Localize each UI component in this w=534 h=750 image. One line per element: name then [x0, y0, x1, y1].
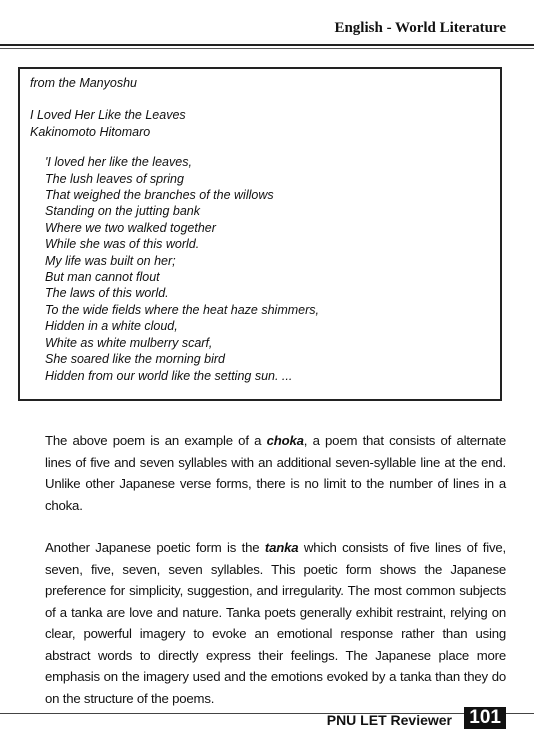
body-text	[45, 430, 506, 730]
poem-title: I Loved Her Like the Leaves	[30, 108, 186, 123]
poem-line: To the wide fields where the heat haze shimmers,	[45, 302, 319, 317]
poem-line: She soared like the morning bird	[45, 352, 225, 367]
poem-line: Hidden in a white cloud,	[45, 319, 178, 334]
poem-line: While she was of this world.	[45, 237, 200, 252]
poem-line: The laws of this world.	[45, 286, 169, 301]
poem-author: Kakinomoto Hitomaro	[30, 124, 151, 139]
paragraph-text: Another Japanese poetic form is the	[45, 540, 265, 555]
paragraph-choka	[45, 430, 506, 516]
term-tanka: tanka	[264, 540, 299, 555]
footer-label: PNU LET Reviewer	[326, 712, 452, 728]
poem-lines	[45, 154, 490, 384]
poem-line: White as white mulberry scarf,	[45, 335, 213, 350]
paragraph-text: which consists of five lines of five, seven, five, seven, seven syllables. This poetic form shows the Japanese preference for simplicity, suggestion, and irregularity. The most common subjects of a tanka are love and nature. Tanka poets generally exhibit restraint, relying on clear, powerful imagery to evoke an emotional response rather than using abstract words to directly express their feelings. The Japanese place more emphasis on the imagery used and the emotions evoked by a tanka than they do on the structure of the poems.	[45, 540, 506, 706]
poem-line: The lush leaves of spring	[45, 171, 184, 186]
poem-line: Where we two walked together	[45, 220, 216, 235]
term-choka: choka	[266, 433, 304, 448]
paragraph-text: The above poem is an example of a	[45, 433, 267, 448]
poem-line: Standing on the jutting bank	[45, 204, 200, 219]
page-number: 101	[464, 707, 506, 729]
footer-rule	[0, 713, 534, 714]
paragraph-text: , a poem that consists of alternate lines of five and seven syllables with an additional seven-syllable line at the end. Unlike other Japanese verse forms, there is no limit to the number of lines in a choka.	[45, 433, 506, 513]
header-rule	[0, 44, 534, 49]
poem-box	[18, 67, 502, 401]
poem-source: from the Manyoshu	[30, 76, 137, 90]
poem-line: That weighed the branches of the willows	[45, 188, 274, 203]
paragraph-tanka	[45, 537, 506, 709]
poem-line: 'I loved her like the leaves,	[45, 155, 192, 170]
poem-line: My life was built on her;	[45, 253, 176, 268]
poem-line: Hidden from our world like the setting sun. ...	[45, 368, 293, 383]
poem-line: But man cannot flout	[45, 270, 160, 285]
header-title: English - World Literature	[334, 20, 506, 36]
